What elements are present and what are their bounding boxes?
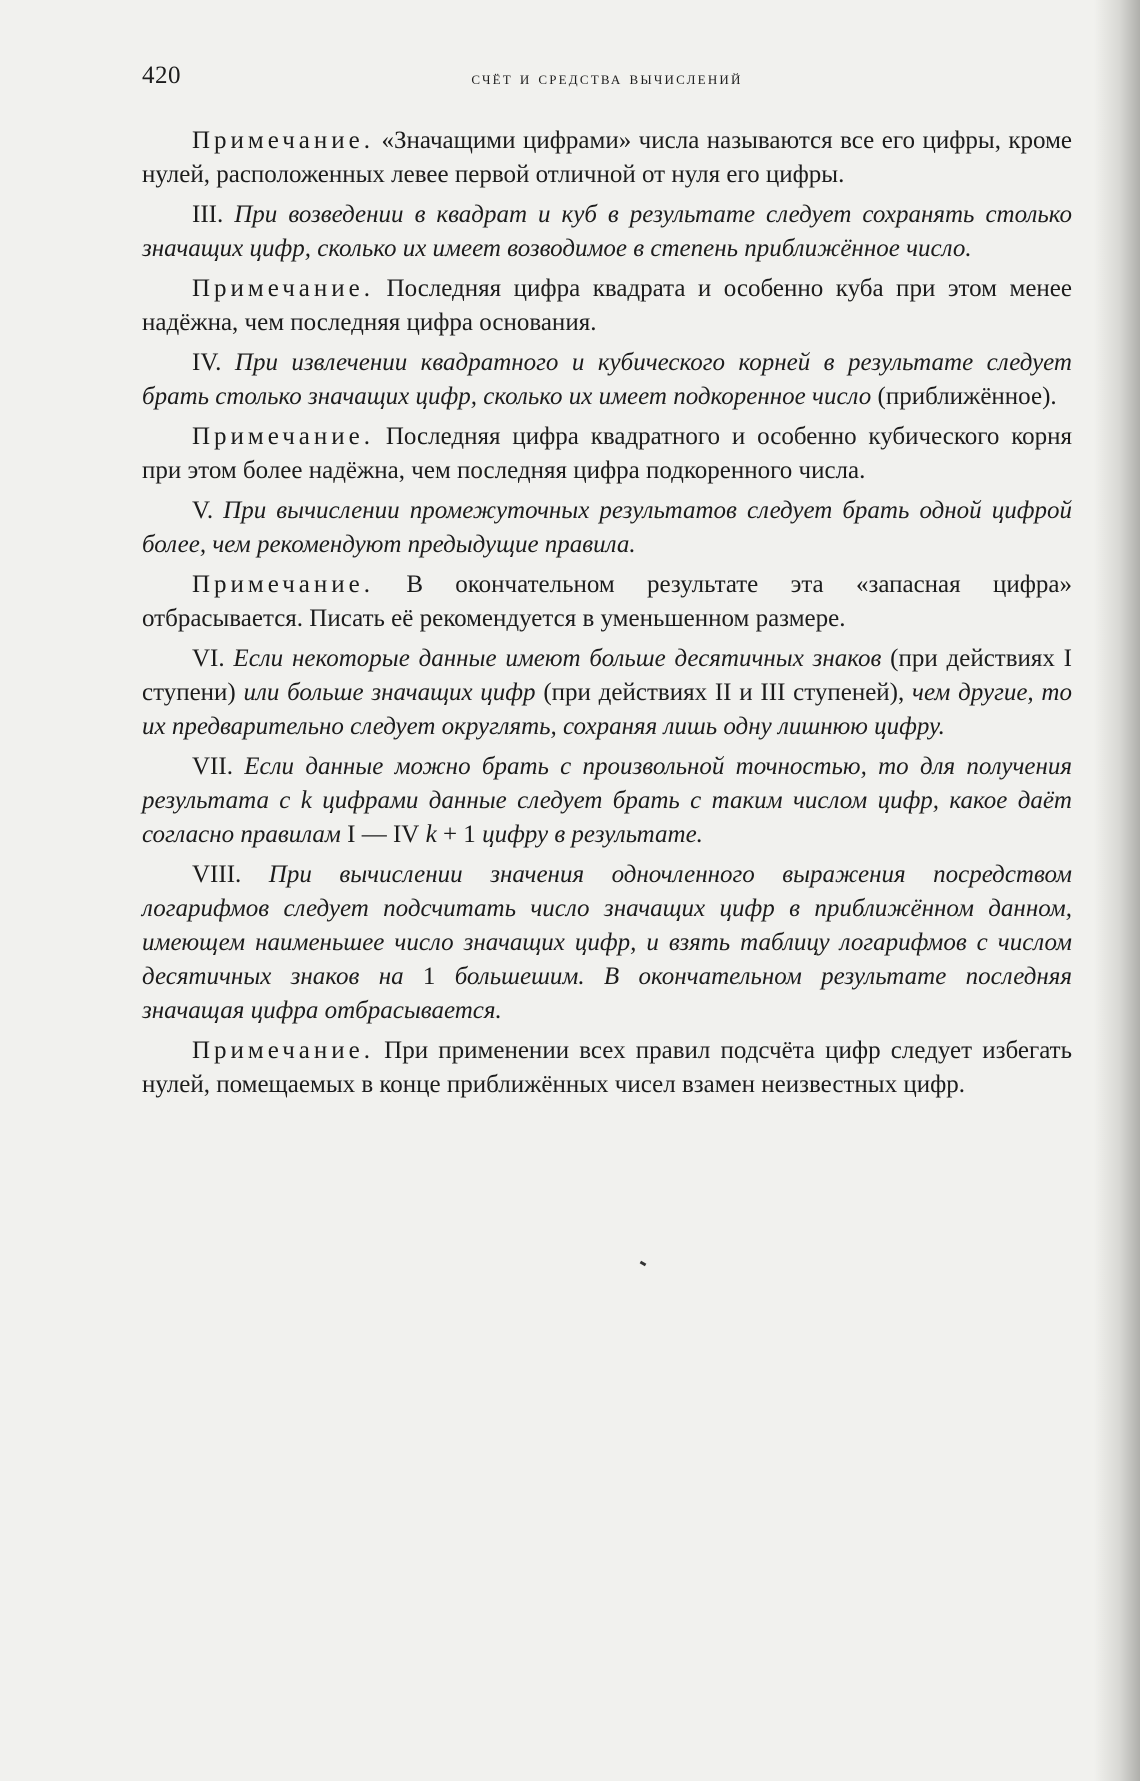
page-number: 420 <box>142 62 181 89</box>
note-text: Последняя цифра квадратного и особенно кубического корня при этом более надёжна, чем последняя цифра подкоренного числа. <box>142 423 1072 484</box>
rule-text-part: цифру в результате. <box>475 821 703 848</box>
note-label: Примечание. <box>192 423 375 450</box>
running-title: счёт и средства вычислений <box>471 68 743 89</box>
rule-text-part: 1 <box>403 963 436 990</box>
rule-numeral: VIII. <box>192 861 242 888</box>
note-label: Примечание. <box>192 1037 375 1064</box>
rule-text-part: или больше значащих цифр <box>235 679 536 706</box>
page-edge-shadow <box>1094 0 1140 1781</box>
rule-text: При возведении в квадрат и куб в результате следует сохранять столько значащих цифр, сколько их имеет возводимое в степень приближённое число. <box>142 201 1072 262</box>
note-roots <box>142 420 1072 488</box>
rule-text-part: I — IV <box>340 821 420 848</box>
rule-text-part: (при действиях I ступени) <box>142 645 1073 706</box>
rule-numeral: III. <box>192 201 224 228</box>
rule-text-part: Если некоторые данные имеют больше десятичных знаков <box>224 645 882 672</box>
rule-text-part: шим. В окончательном результате последняя значащая цифра отбрасывается. <box>142 963 1072 1024</box>
note-significant-digits <box>142 124 1072 192</box>
rule-text-part: + 1 <box>436 821 476 848</box>
note-text: «Значащими цифрами» числа называются все его цифры, кроме нулей, расположенных левее первой отличной от нуля его цифры. <box>142 127 1072 188</box>
rule-text-part: чем другие, то их предварительно следует округлять, сохраняя лишь одну лишнюю цифру. <box>142 679 1072 740</box>
note-label: Примечание. <box>192 127 375 154</box>
note-label: Примечание. <box>192 275 375 302</box>
note-text: В окончательном результате эта «запасная цифра» отбрасывается. Писать её рекомендуется в уменьшенном размере. <box>142 571 1072 632</box>
note-spare-digit <box>142 568 1072 636</box>
note-label: Примечание. <box>192 571 375 598</box>
rule-text-part: (при действиях II и III ступеней), <box>535 679 905 706</box>
rule-text-part: При вычислении значения одночленного выражения посредством логарифмов следует подсчитать число значащих цифр в приближённом данном, имеющем наименьшее число значащих цифр, и взять таблицу логарифмов с числом десятичных знаков на <box>142 861 1072 990</box>
rule-text-part: k <box>419 821 437 848</box>
rule-numeral: VII. <box>192 753 233 780</box>
note-text: Последняя цифра квадрата и особенно куба при этом менее надёжна, чем последняя цифра основания. <box>142 275 1072 336</box>
rule-vii <box>142 750 1072 852</box>
rule-tail: (приближённое). <box>871 383 1057 410</box>
note-text: При применении всех правил подсчёта цифр следует избегать нулей, помещаемых в конце приближённых чисел взамен неизвестных цифр. <box>142 1037 1072 1098</box>
rule-viii <box>142 858 1072 1028</box>
rule-iv <box>142 346 1072 414</box>
rule-text-part: Если данные можно брать с произвольной точностью, то для получения результата с k цифрами данные следует брать с таким числом цифр, какое даёт согласно правилам <box>142 753 1072 848</box>
rule-numeral: IV. <box>192 349 222 376</box>
page-body <box>142 124 1072 1108</box>
rule-iii <box>142 198 1072 266</box>
rule-v <box>142 494 1072 562</box>
note-square-cube <box>142 272 1072 340</box>
rule-numeral: VI. <box>192 645 225 672</box>
rule-vi <box>142 642 1072 744</box>
rule-text-part: больше <box>435 963 532 990</box>
rule-text: При вычислении промежуточных результатов следует брать одной цифрой более, чем рекомендуют предыдущие правила. <box>142 497 1072 558</box>
rule-text: При извлечении квадратного и кубического корней в результате следует брать столько значащих цифр, сколько их имеет подкоренное число <box>142 349 1072 410</box>
print-smudge <box>640 1261 647 1267</box>
page-header <box>142 62 1072 102</box>
rule-numeral: V. <box>192 497 214 524</box>
note-avoid-zeros <box>142 1034 1072 1102</box>
